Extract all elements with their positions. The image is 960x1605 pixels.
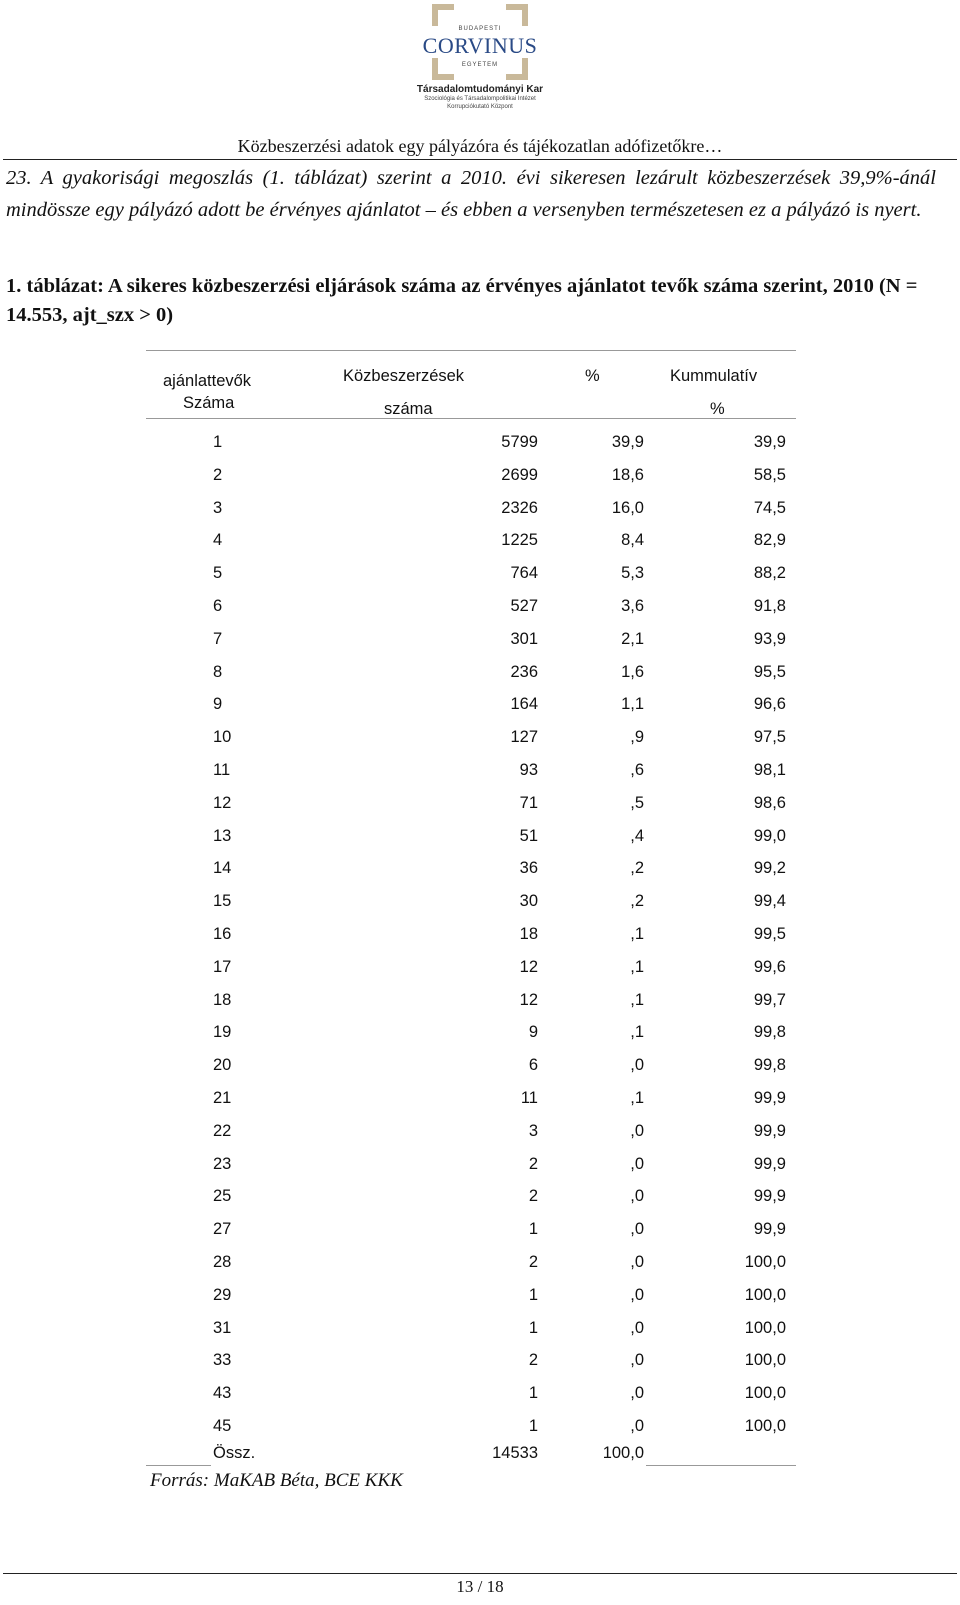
percent-cell: 3,6 [621, 596, 644, 615]
procurement-count-cell: 12 [519, 990, 538, 1009]
procurement-count-cell: 93 [519, 760, 538, 779]
table-row [146, 1344, 796, 1377]
percent-cell: ,0 [630, 1154, 644, 1173]
bidder-count-cell: 31 [213, 1318, 232, 1337]
table-row [146, 754, 796, 787]
total-rule-left [146, 1465, 211, 1466]
table-row [146, 459, 796, 492]
bidder-count-cell: 9 [213, 695, 223, 714]
cumulative-percent-cell: 99,0 [753, 826, 786, 845]
footer-divider [3, 1573, 957, 1574]
table-row [146, 918, 796, 951]
total-rule-right [646, 1465, 796, 1466]
percent-cell: ,0 [630, 1285, 644, 1304]
bidder-count-cell: 10 [213, 728, 232, 747]
bidder-count-cell: 23 [213, 1154, 232, 1173]
percent-cell: 1,1 [621, 695, 644, 714]
percent-cell: ,0 [630, 1318, 644, 1337]
bidder-count-cell: 8 [213, 662, 223, 681]
cumulative-percent-cell: 58,5 [753, 465, 786, 484]
table-header [146, 351, 796, 419]
cumulative-percent-cell: 88,2 [753, 564, 786, 583]
procurement-count-cell: 1 [528, 1318, 538, 1337]
procurement-count-cell: 2 [528, 1252, 538, 1271]
cumulative-percent-cell: 99,8 [753, 1056, 786, 1075]
table-row [146, 1377, 796, 1410]
table-row [146, 1115, 796, 1148]
table-row [146, 852, 796, 885]
logo-bottom-text: EGYETEM [461, 62, 499, 68]
cumulative-percent-cell: 100,0 [744, 1384, 786, 1403]
bidder-count-cell: 16 [213, 924, 232, 943]
table-row [146, 721, 796, 754]
table-row [146, 1049, 796, 1082]
logo-top-text: BUDAPESTI [458, 26, 502, 32]
table-row [146, 557, 796, 590]
procurement-count-cell: 2 [528, 1351, 538, 1370]
bidder-count-cell: 13 [213, 826, 232, 845]
bidder-count-cell: 2 [213, 465, 223, 484]
frequency-table [146, 350, 796, 1475]
bidder-count-cell: 28 [213, 1252, 232, 1271]
bidder-count-cell: 19 [213, 1023, 232, 1042]
table-row [146, 426, 796, 459]
bidder-count-cell: 27 [213, 1220, 232, 1239]
bidder-count-cell: 7 [213, 629, 223, 648]
percent-cell: ,1 [630, 1088, 644, 1107]
percent-cell: ,1 [630, 990, 644, 1009]
procurement-count-cell: 164 [510, 695, 538, 714]
cumulative-percent-cell: 74,5 [753, 498, 786, 517]
cumulative-percent-cell: 91,8 [753, 596, 786, 615]
bidder-count-cell: 25 [213, 1187, 232, 1206]
bidder-count-cell: 4 [213, 531, 223, 550]
bidder-count-cell: 14 [213, 859, 232, 878]
procurement-count-cell: 2 [528, 1187, 538, 1206]
table-source: Forrás: MaKAB Béta, BCE KKK [150, 1470, 403, 1491]
procurement-count-cell: 2326 [501, 498, 538, 517]
procurement-count-cell: 2 [528, 1154, 538, 1173]
bidder-count-cell: 12 [213, 793, 232, 812]
corvinus-logo-emblem [410, 4, 550, 80]
table-row [146, 885, 796, 918]
total-label: Össz. [213, 1443, 256, 1462]
logo-faculty: Társadalomtudományi Kar [416, 84, 544, 95]
procurement-count-cell: 1225 [501, 531, 538, 550]
procurement-count-cell: 11 [520, 1088, 538, 1107]
page-number: 13 / 18 [456, 1577, 504, 1596]
table-row [146, 492, 796, 525]
cumulative-percent-cell: 99,6 [753, 957, 786, 976]
cumulative-percent-cell: 99,9 [753, 1154, 786, 1173]
header-procurements-line1: Közbeszerzések [343, 367, 465, 385]
bidder-count-cell: 3 [213, 498, 223, 517]
percent-cell: ,1 [630, 1023, 644, 1042]
header-cumulative-line2: % [710, 400, 725, 418]
bidder-count-cell: 5 [213, 564, 223, 583]
cumulative-percent-cell: 99,4 [753, 892, 786, 911]
procurement-count-cell: 127 [510, 728, 538, 747]
cumulative-percent-cell: 100,0 [744, 1318, 786, 1337]
procurement-count-cell: 1 [528, 1285, 538, 1304]
cumulative-percent-cell: 98,1 [753, 760, 786, 779]
cumulative-percent-cell: 100,0 [744, 1351, 786, 1370]
table-row [146, 1279, 796, 1312]
bidder-count-cell: 20 [213, 1056, 232, 1075]
header-divider [3, 159, 957, 160]
running-header: Közbeszerzési adatok egy pályázóra és tájékozatlan adófizetőkre… [237, 136, 723, 156]
table-row [146, 951, 796, 984]
table-row [146, 1016, 796, 1049]
table-row [146, 1246, 796, 1279]
cumulative-percent-cell: 100,0 [744, 1285, 786, 1304]
procurement-count-cell: 3 [528, 1121, 538, 1140]
percent-cell: 2,1 [621, 629, 644, 648]
procurement-count-cell: 301 [510, 629, 538, 648]
percent-cell: ,6 [630, 760, 644, 779]
bidder-count-cell: 6 [213, 596, 223, 615]
procurement-count-cell: 236 [510, 662, 538, 681]
percent-cell: ,0 [630, 1416, 644, 1435]
table-row [146, 1213, 796, 1246]
percent-cell: ,0 [630, 1220, 644, 1239]
procurement-count-cell: 764 [510, 564, 538, 583]
table-row [146, 787, 796, 820]
cumulative-percent-cell: 97,5 [753, 728, 786, 747]
bidder-count-cell: 29 [213, 1285, 232, 1304]
table-row [146, 984, 796, 1017]
cumulative-percent-cell: 99,7 [753, 990, 786, 1009]
procurement-count-cell: 30 [519, 892, 538, 911]
procurement-count-cell: 18 [519, 924, 538, 943]
percent-cell: ,4 [630, 826, 644, 845]
total-count: 14533 [492, 1443, 538, 1462]
procurement-count-cell: 9 [528, 1023, 538, 1042]
cumulative-percent-cell: 99,5 [753, 924, 786, 943]
procurement-count-cell: 36 [519, 859, 538, 878]
logo-sub-line-1: Szociológia és Társadalompolitikai Intézet [424, 96, 536, 102]
percent-cell: 5,3 [621, 564, 644, 583]
procurement-count-cell: 527 [510, 596, 538, 615]
logo-sub-line-2: Korrupciókutató Központ [447, 104, 513, 110]
header-cumulative-line1: Kummulatív [670, 367, 758, 385]
body-paragraph: 23. A gyakorisági megoszlás (1. táblázat) szerint a 2010. évi sikeresen lezárult közbeszerzések 39,9%-ánál mindössze egy pályázó adott be érvényes ajánlatot – és ebben a versenyben természetesen ez a pályázó is nyert. [6, 167, 936, 221]
bidder-count-cell: 22 [213, 1121, 232, 1140]
header-bottom-rule [146, 418, 796, 419]
table-row [146, 623, 796, 656]
header-bidders-line2: Száma [183, 394, 235, 412]
percent-cell: ,1 [630, 924, 644, 943]
header-bidders-line1: ajánlattevők [163, 372, 252, 390]
cumulative-percent-cell: 95,5 [753, 662, 786, 681]
cumulative-percent-cell: 93,9 [753, 629, 786, 648]
total-percent: 100,0 [602, 1443, 644, 1462]
percent-cell: ,0 [630, 1187, 644, 1206]
table-row [146, 1180, 796, 1213]
cumulative-percent-cell: 96,6 [753, 695, 786, 714]
cumulative-percent-cell: 99,9 [753, 1121, 786, 1140]
procurement-count-cell: 51 [519, 826, 538, 845]
table-row [146, 820, 796, 853]
bidder-count-cell: 45 [213, 1416, 232, 1435]
table-row [146, 1410, 796, 1443]
cumulative-percent-cell: 99,9 [753, 1088, 786, 1107]
table-row [146, 1312, 796, 1345]
percent-cell: 18,6 [611, 465, 644, 484]
procurement-count-cell: 5799 [501, 433, 538, 451]
percent-cell: ,2 [630, 859, 644, 878]
percent-cell: ,5 [630, 793, 644, 812]
cumulative-percent-cell: 98,6 [753, 793, 786, 812]
percent-cell: 39,9 [611, 433, 644, 451]
procurement-count-cell: 1 [528, 1220, 538, 1239]
cumulative-percent-cell: 99,9 [753, 1220, 786, 1239]
percent-cell: ,0 [630, 1384, 644, 1403]
logo-name: CORVINUS [422, 33, 538, 58]
procurement-count-cell: 1 [528, 1416, 538, 1435]
table-caption: 1. táblázat: A sikeres közbeszerzési eljárások száma az érvényes ajánlatot tevők száma szerint, 2010 (N = 14.553, ajt_szx > 0) [6, 275, 918, 326]
percent-cell: 1,6 [621, 662, 644, 681]
cumulative-percent-cell: 100,0 [744, 1416, 786, 1435]
percent-cell: ,2 [630, 892, 644, 911]
bidder-count-cell: 18 [213, 990, 232, 1009]
cumulative-percent-cell: 99,8 [753, 1023, 786, 1042]
percent-cell: ,0 [630, 1056, 644, 1075]
percent-cell: ,1 [630, 957, 644, 976]
table-row [146, 1082, 796, 1115]
percent-cell: ,0 [630, 1252, 644, 1271]
cumulative-percent-cell: 39,9 [753, 433, 786, 451]
table-row [146, 688, 796, 721]
percent-cell: ,9 [630, 728, 644, 747]
header-procurements-line2: száma [384, 400, 433, 418]
bidder-count-cell: 21 [213, 1088, 232, 1107]
bidder-count-cell: 1 [213, 433, 223, 451]
table-row [146, 656, 796, 689]
university-logo [0, 4, 960, 111]
bidder-count-cell: 17 [213, 957, 232, 976]
bidder-count-cell: 11 [213, 760, 231, 779]
cumulative-percent-cell: 99,2 [753, 859, 786, 878]
bidder-count-cell: 43 [213, 1384, 232, 1403]
cumulative-percent-cell: 99,9 [753, 1187, 786, 1206]
table-row [146, 1148, 796, 1181]
procurement-count-cell: 71 [519, 793, 538, 812]
cumulative-percent-cell: 82,9 [753, 531, 786, 550]
procurement-count-cell: 12 [519, 957, 538, 976]
table-row [146, 590, 796, 623]
procurement-count-cell: 1 [528, 1384, 538, 1403]
percent-cell: ,0 [630, 1121, 644, 1140]
bidder-count-cell: 15 [213, 892, 232, 911]
procurement-count-cell: 2699 [501, 465, 538, 484]
percent-cell: ,0 [630, 1351, 644, 1370]
percent-cell: 16,0 [611, 498, 644, 517]
bidder-count-cell: 33 [213, 1351, 232, 1370]
cumulative-percent-cell: 100,0 [744, 1252, 786, 1271]
table-body [146, 426, 796, 1443]
percent-cell: 8,4 [621, 531, 644, 550]
procurement-count-cell: 6 [528, 1056, 538, 1075]
header-percent: % [585, 367, 600, 385]
table-row [146, 524, 796, 557]
